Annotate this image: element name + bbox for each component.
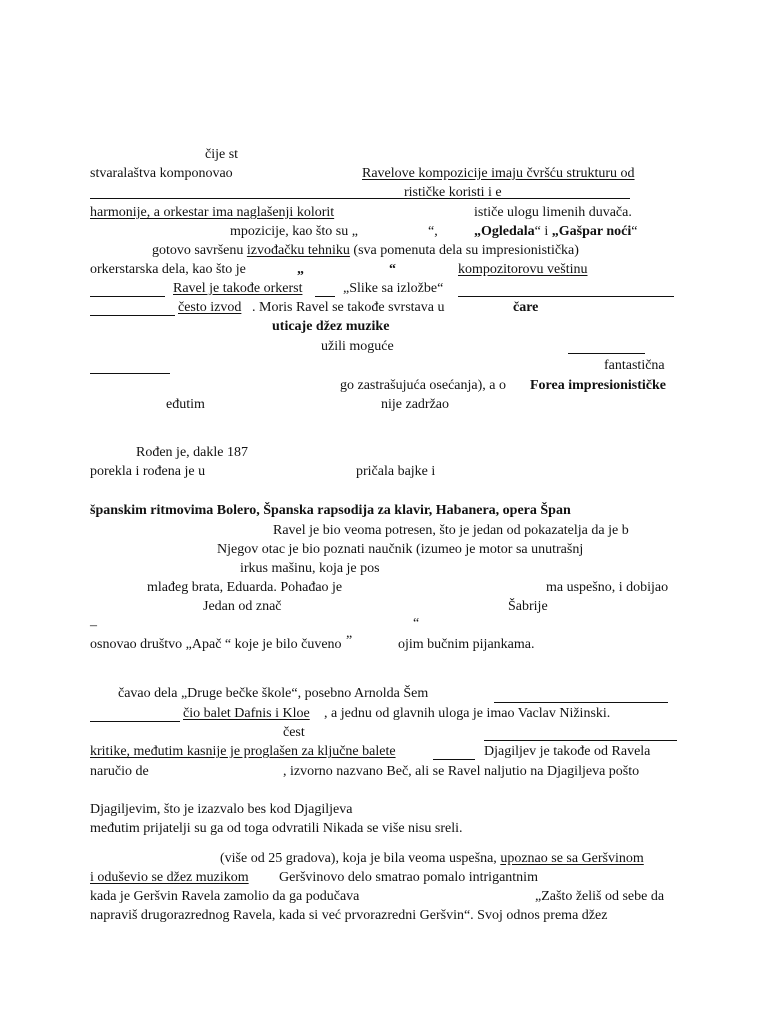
- underlined-text: i oduševio se džez muzikom: [90, 870, 249, 885]
- text-fragment: međutim prijatelji su ga od toga odvratili Nikada se više nisu sreli.: [90, 821, 463, 836]
- quote-mark: “: [413, 616, 420, 631]
- text-fragment: go zastrašujuća osećanja), a o: [340, 378, 506, 393]
- text-fragment: pričala bajke i: [356, 464, 436, 479]
- quote-mark: “: [389, 262, 396, 277]
- text-fragment: rističke koristi i e: [404, 185, 502, 200]
- underlined-text: upoznao se sa Geršvinom: [500, 851, 644, 866]
- text-fragment: naručio de: [90, 764, 149, 779]
- underline-rule: [484, 740, 677, 741]
- text-fragment: Geršvinovo delo smatrao pomalo intrigantnim: [279, 870, 538, 885]
- underline-rule: [315, 296, 335, 297]
- text-fragment: “: [631, 224, 638, 239]
- text-fragment: “ i: [534, 224, 552, 239]
- text-fragment: irkus mašinu, koja je pos: [240, 561, 380, 576]
- underline-rule: [90, 721, 180, 722]
- text-fragment: [220, 851, 644, 867]
- text-fragment: , a jednu od glavnih uloga je imao Vaclav Nižinski.: [324, 706, 611, 721]
- text-fragment: . Moris Ravel se takođe svrstava u: [252, 300, 445, 315]
- underlined-text: harmonije, a orkestar ima naglašenji kolorit: [90, 205, 335, 220]
- bold-text: Forea impresionističke: [530, 378, 666, 393]
- bold-title: „Ogledala: [474, 224, 535, 239]
- underlined-text: Ravelove kompozicije imaju čvršću strukturu od: [362, 166, 635, 181]
- text-fragment: orkerstarska dela, kao što je: [90, 262, 246, 277]
- text-fragment: ojim bučnim pijankama.: [398, 637, 535, 652]
- text-fragment: kada je Geršvin Ravela zamolio da ga podučava: [90, 889, 360, 904]
- text-fragment: čest: [283, 725, 305, 740]
- text-fragment: ma uspešno, i dobijao: [546, 580, 669, 595]
- text-fragment: mpozicije, kao što su „: [230, 224, 358, 239]
- text-fragment: užili moguće: [321, 339, 394, 354]
- underline-rule: [90, 373, 170, 374]
- text-fragment: [474, 224, 637, 240]
- text-fragment: „Zašto želiš od sebe da: [535, 889, 665, 904]
- text-fragment: (sva pomenuta dela su impresionistička): [349, 243, 579, 258]
- underline-rule: [568, 353, 645, 354]
- underlined-text: čio balet Dafnis i Kloe: [183, 706, 310, 721]
- text-fragment: stvaralaštva komponovao: [90, 166, 233, 181]
- quote-mark: „: [346, 626, 353, 641]
- text-fragment: Šabrije: [508, 599, 548, 614]
- text-fragment: „Slike sa izložbe“: [343, 281, 444, 296]
- bold-title: „Gašpar noći: [551, 224, 632, 239]
- underline-rule: [433, 759, 475, 760]
- text-fragment: (više od 25 gradova), koja je bila veoma uspešna,: [220, 851, 501, 866]
- bold-text: španskim ritmovima Bolero, Španska rapsodija za klavir, Habanera, opera Špan: [90, 503, 571, 518]
- text-fragment: Djagiljevim, što je izazvalo bes kod Djagiljeva: [90, 802, 353, 817]
- text-fragment: Njegov otac je bio poznati naučnik (izumeo je motor sa unutrašnj: [217, 542, 584, 557]
- dash-mark: –: [90, 618, 97, 633]
- text-fragment: mlađeg brata, Eduarda. Pohađao je: [147, 580, 343, 595]
- text-fragment: Rođen je, dakle 187: [136, 445, 248, 460]
- text-fragment: osnovao društvo „Apač “ koje je bilo čuveno: [90, 637, 342, 652]
- text-fragment: eđutim: [166, 397, 205, 412]
- text-fragment: Djagiljev je takođe od Ravela: [484, 744, 651, 759]
- text-fragment: [152, 243, 579, 259]
- text-fragment: čije st: [205, 147, 239, 162]
- underline-rule: [494, 702, 668, 703]
- underline-rule: [90, 315, 175, 316]
- text-fragment: ističe ulogu limenih duvača.: [474, 205, 632, 220]
- bold-text: uticaje džez muzike: [272, 319, 390, 334]
- text-fragment: čavao dela „Druge bečke škole“, posebno Arnolda Šem: [118, 686, 429, 701]
- underline-rule: [90, 198, 630, 199]
- text-fragment: porekla i rođena je u: [90, 464, 206, 479]
- text-fragment: gotovo savršenu: [152, 243, 247, 258]
- text-fragment: “,: [428, 224, 438, 239]
- quote-mark: „: [297, 262, 304, 277]
- bold-text: čare: [513, 300, 539, 315]
- underlined-text: Ravel je takođe orkerst: [173, 281, 303, 296]
- text-fragment: Ravel je bio veoma potresen, što je jedan od pokazatelja da je b: [273, 523, 629, 538]
- text-fragment: napraviš drugorazrednog Ravela, kada si već prvorazredni Geršvin“. Svoj odnos prema džez: [90, 908, 608, 923]
- underlined-text: izvođačku tehniku: [246, 243, 350, 258]
- underline-rule: [90, 296, 165, 297]
- text-fragment: Jedan od znač: [203, 599, 282, 614]
- underlined-text: često izvod: [178, 300, 242, 315]
- text-fragment: nije zadržao: [381, 397, 450, 412]
- underlined-text: kritike, međutim kasnije je proglašen za ključne balete: [90, 744, 396, 759]
- text-fragment: fantastična: [604, 358, 665, 373]
- underline-rule: [458, 296, 674, 297]
- text-fragment: , izvorno nazvano Beč, ali se Ravel naljutio na Djagiljeva pošto: [283, 764, 640, 779]
- underlined-text: kompozitorovu veštinu: [458, 262, 588, 277]
